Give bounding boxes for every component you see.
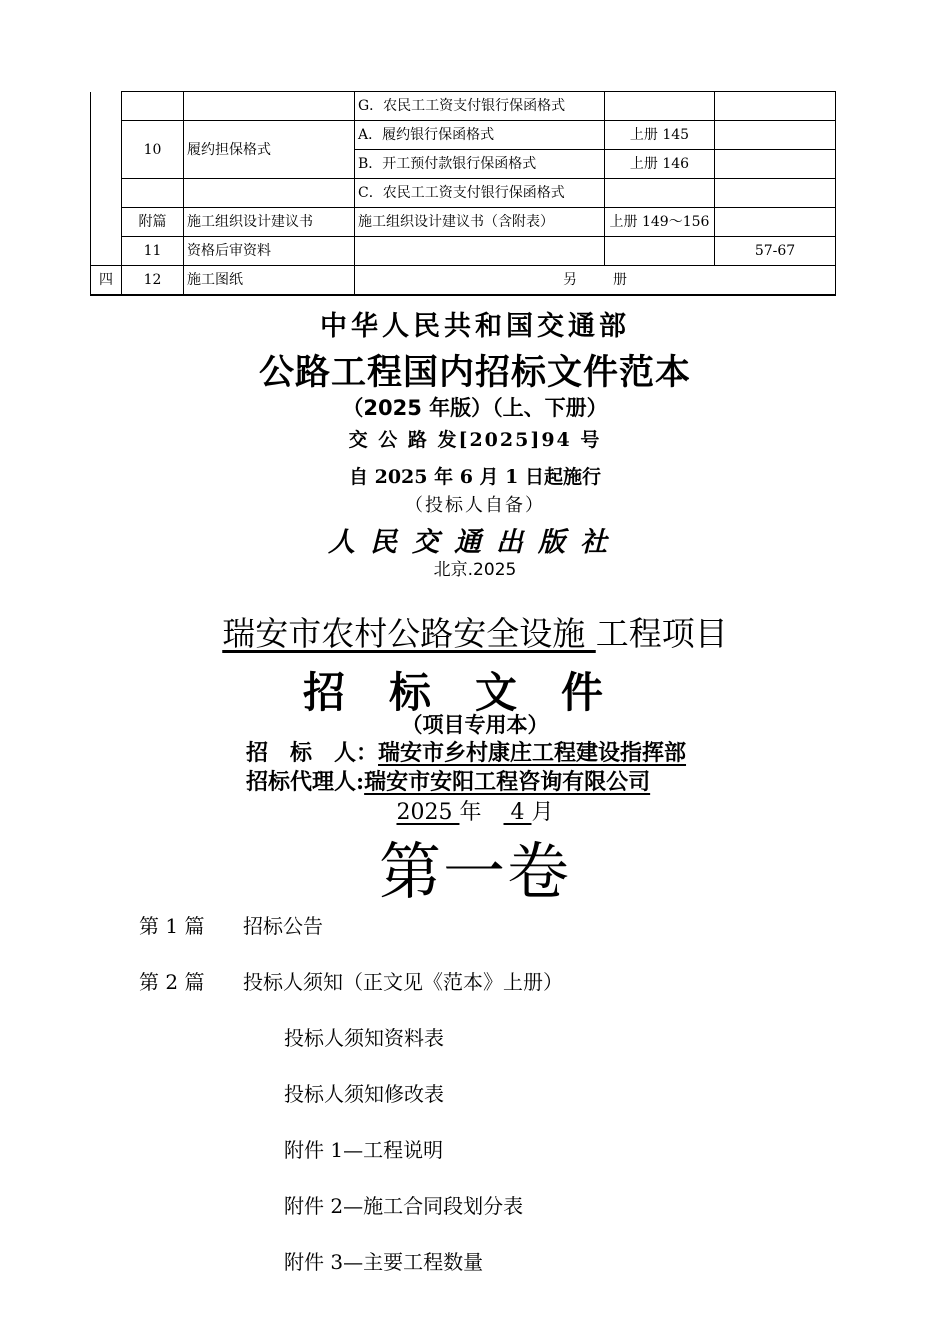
- number-cell: 12: [122, 266, 184, 296]
- tender-document-title: 招标文件: [302, 668, 647, 717]
- tenderer-label: 招 标 人：: [246, 740, 379, 766]
- name-cell: [184, 179, 355, 208]
- agent-line: [246, 765, 650, 796]
- page-cell: [605, 237, 715, 266]
- part-title: 投标人须知（正文见《范本》上册）: [243, 970, 563, 994]
- document-number: 交 公 路 发[2025]94 号: [348, 429, 602, 451]
- item-cell: 施工组织设计建议书（含附表）: [355, 208, 605, 237]
- item-cell: B．开工预付款银行保函格式: [355, 150, 605, 179]
- table-row: [91, 266, 836, 296]
- number-cell: 11: [122, 237, 184, 266]
- bidder-prepared-note: （投标人自备）: [405, 495, 545, 516]
- list-item: [284, 1022, 444, 1051]
- name-cell: 资格后审资料: [184, 237, 355, 266]
- page-cell: [605, 179, 715, 208]
- issue-year: 2025: [396, 800, 460, 825]
- number-cell: 10: [122, 121, 184, 179]
- table-row: [91, 208, 836, 237]
- special-edition-note: （项目专用本）: [401, 712, 549, 737]
- list-item: [284, 1246, 483, 1275]
- page2-cell: [715, 92, 836, 121]
- item-cell: G．农民工工资支付银行保函格式: [355, 92, 605, 121]
- page2-cell: [715, 208, 836, 237]
- edition-line: （2025 年版）（上、下册）: [342, 396, 608, 420]
- number-cell: [122, 179, 184, 208]
- sub-item: 投标人须知修改表: [284, 1082, 444, 1106]
- number-cell: 附篇: [122, 208, 184, 237]
- sub-item: 附件 3—主要工程数量: [284, 1250, 484, 1274]
- project-name-suffix: 工程项目: [595, 614, 728, 653]
- month-label: 月: [531, 800, 554, 825]
- volume-title: 第一卷: [378, 835, 571, 908]
- agent-name: 瑞安市安阳工程咨询有限公司: [364, 769, 651, 795]
- contents-table: [90, 91, 836, 296]
- page-cell: [605, 92, 715, 121]
- agent-label: 招标代理人:: [246, 769, 365, 795]
- name-cell: 履约担保格式: [184, 121, 355, 179]
- issue-month: 4: [503, 800, 532, 825]
- model-title: 公路工程国内招标文件范本: [258, 353, 691, 393]
- list-item: [139, 910, 323, 939]
- tenderer-name: 瑞安市乡村康庄工程建设指挥部: [378, 740, 687, 766]
- page2-cell: 57-67: [715, 237, 836, 266]
- item-cell: A．履约银行保函格式: [355, 121, 605, 150]
- name-cell: [184, 92, 355, 121]
- sub-item: 附件 1—工程说明: [284, 1138, 444, 1162]
- part-title: 招标公告: [243, 914, 323, 938]
- page-cell: 上册 146: [605, 150, 715, 179]
- part-label: 第 1 篇: [139, 914, 205, 938]
- list-item: [284, 1190, 523, 1219]
- list-item: [284, 1134, 443, 1163]
- part-label: 第 2 篇: [139, 970, 205, 994]
- page-cell: 上册 145: [605, 121, 715, 150]
- name-cell: 施工组织设计建议书: [184, 208, 355, 237]
- section-cell: [91, 179, 122, 208]
- publisher: 人民交通出版社: [328, 527, 622, 558]
- page2-cell: [715, 150, 836, 179]
- page-cell: 上册 149～156: [605, 208, 715, 237]
- separate-text-a: 另: [563, 272, 577, 288]
- sub-item: 投标人须知资料表: [284, 1026, 444, 1050]
- tenderer-line: [246, 736, 686, 767]
- table-row: [91, 121, 836, 150]
- table-row: [91, 92, 836, 121]
- list-item: [139, 966, 563, 995]
- list-item: [284, 1078, 444, 1107]
- effective-date: 自 2025 年 6 月 1 日起施行: [348, 466, 601, 488]
- section-cell: [91, 237, 122, 266]
- ministry-heading: 中华人民共和国交通部: [320, 311, 630, 342]
- section-cell: [91, 121, 122, 150]
- number-cell: [122, 92, 184, 121]
- item-cell: C．农民工工资支付银行保函格式: [355, 179, 605, 208]
- page2-cell: [715, 179, 836, 208]
- city-year: 北京.2025: [433, 560, 517, 580]
- name-cell: 施工图纸: [184, 266, 355, 296]
- project-name: [0, 608, 950, 655]
- year-label: 年: [459, 800, 482, 825]
- separate-volume-cell: [355, 266, 836, 296]
- item-cell: [355, 237, 605, 266]
- table-row: [91, 237, 836, 266]
- sub-item: 附件 2—施工合同段划分表: [284, 1194, 524, 1218]
- separate-text-b: 册: [613, 272, 627, 288]
- section-cell: 四: [91, 266, 122, 296]
- section-cell: [91, 150, 122, 179]
- table-row: [91, 179, 836, 208]
- project-name-underlined: 瑞安市农村公路安全设施: [222, 614, 596, 653]
- section-cell: [91, 92, 122, 121]
- page2-cell: [715, 121, 836, 150]
- section-cell: [91, 208, 122, 237]
